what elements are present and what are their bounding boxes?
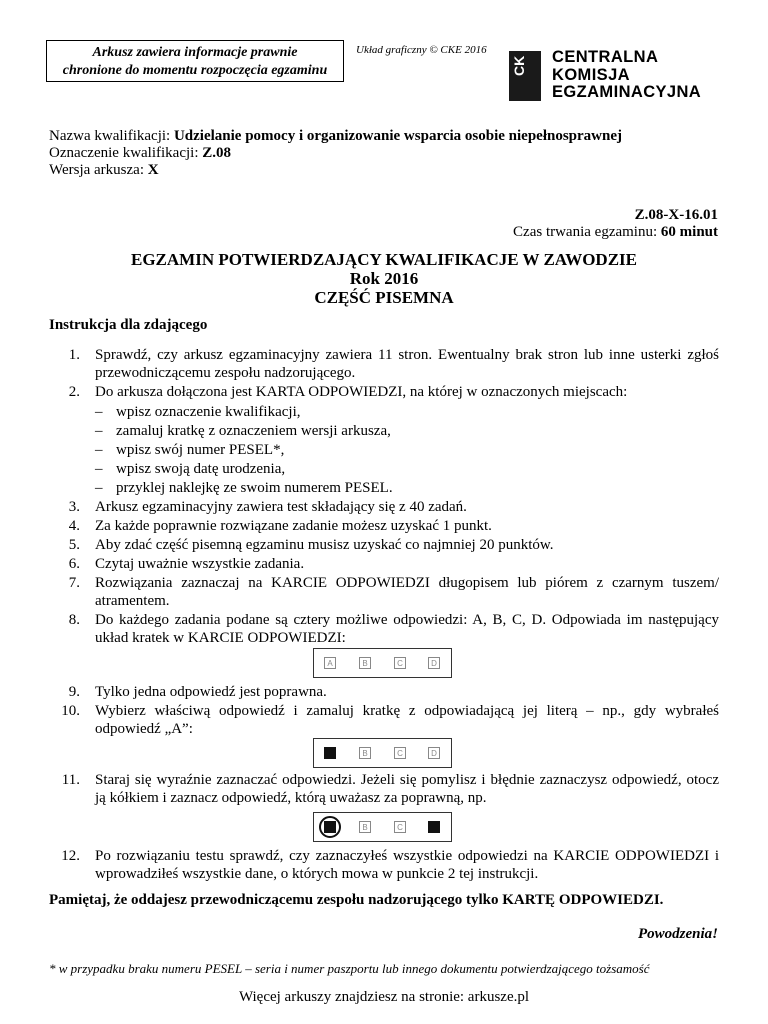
exam-code-block [513,207,718,241]
cke-logo-initials: CK [511,55,527,76]
exam-code: Z.08-X-16.01 [634,207,718,223]
sheet-version-label: Wersja arkusza: [49,162,148,178]
answer-cell-d: D [428,747,440,759]
dash-mark: – [95,480,103,496]
subitem-text: wpisz swoją datę urodzenia, [116,461,286,477]
qualification-meta [49,128,622,179]
logo-line-1: CENTRALNA [552,48,659,66]
item-number: 10. [61,703,80,719]
notice-line-1: Arkusz zawiera informacje prawnie [92,45,298,60]
notice-line-2: chronione do momentu rozpoczęcia egzaminu [62,63,328,78]
item-number: 6. [68,556,80,572]
exam-part: CZĘŚĆ PISEMNA [314,288,454,307]
item-text: Rozwiązania zaznaczaj na KARCIE ODPOWIEDZI długopisem lub piórem z czarnym tuszem/ atramentem. [95,575,719,609]
item-number: 3. [68,499,80,515]
answer-cell-a: A [324,657,336,669]
logo-line-3: EGZAMINACYJNA [552,83,702,101]
dash-mark: – [95,404,103,420]
answer-cell-a-filled [324,821,336,833]
item-number: 11. [61,772,80,788]
answer-cell-d-filled [428,821,440,833]
item-number: 5. [68,537,80,553]
good-luck: Powodzenia! [637,926,718,942]
exam-titles [0,250,768,307]
qualification-name-value: Udzielanie pomocy i organizowanie wsparcia osobie niepełnosprawnej [173,128,623,144]
subitem-text: wpisz swój numer PESEL*, [116,442,285,458]
qualification-code-row [49,145,622,162]
item-text: Aby zdać część pisemną egzaminu musisz uzyskać co najmniej 20 punktów. [95,537,554,553]
answer-cell-b: B [359,657,371,669]
logo-line-2: KOMISJA [552,65,630,84]
subitem-text: zamaluj kratkę z oznaczeniem wersji arkusza, [116,423,391,439]
dash-mark: – [95,442,103,458]
qualification-name-row [49,128,622,145]
qualification-code-value: Z.08 [202,145,232,161]
answer-cell-d: D [428,657,440,669]
duration-label: Czas trwania egzaminu: [513,224,661,240]
more-sheets-text: Więcej arkuszy znajdziesz na stronie: arkusze.pl [238,989,530,1005]
answer-cell-c: C [394,821,406,833]
exam-title: EGZAMIN POTWIERDZAJĄCY KWALIFIKACJE W ZAWODZIE [131,250,637,269]
answer-card-reminder: Pamiętaj, że oddajesz przewodniczącemu zespołu nadzorującego tylko KARTĘ ODPOWIEDZI. [49,892,664,908]
item-text: Arkusz egzaminacyjny zawiera test składający się z 40 zadań. [95,499,467,515]
confidential-notice [46,40,344,82]
cke-logo-text [552,49,701,102]
pesel-footnote: * w przypadku braku numeru PESEL – seria i numer paszportu lub innego dokumentu potwierdzającego tożsamość [49,961,650,976]
item-text: Do każdego zadania podane są cztery możliwe odpowiedzi: A, B, C, D. Odpowiada im następujący układ kratek w KARCIE ODPOWIEDZI: [95,612,719,646]
item-text: Za każde poprawnie rozwiązane zadanie możesz uzyskać 1 punkt. [95,518,492,534]
item-number: 1. [68,347,80,363]
dash-mark: – [95,423,103,439]
subitem-text: przyklej naklejkę ze swoim numerem PESEL. [116,480,393,496]
answer-cell-c: C [394,747,406,759]
item-text: Do arkusza dołączona jest KARTA ODPOWIEDZI, na której w oznaczonych miejscach: [95,384,628,400]
item-text: Po rozwiązaniu testu sprawdź, czy zaznaczyłeś wszystkie odpowiedzi na KARCIE ODPOWIEDZI i wprowadziłeś wszystkie dane, o których mowa w punkcie 2 tej instrukcji. [95,848,719,882]
copyright-text: Układ graficzny © CKE 2016 [356,44,487,56]
sheet-version-row [49,162,622,179]
dash-mark: – [95,461,103,477]
answer-cell-b: B [359,821,371,833]
item-text: Staraj się wyraźnie zaznaczać odpowiedzi. Jeżeli się pomylisz i błędnie zaznaczysz odpowiedź, otocz ją kółkiem i zaznacz odpowiedź, którą uważasz za poprawną, np. [95,772,719,806]
item-number: 9. [68,684,80,700]
qualification-name-label: Nazwa kwalifikacji: [49,128,174,144]
item-number: 12. [61,848,80,864]
item-number: 7. [68,575,80,591]
item-text: Sprawdź, czy arkusz egzaminacyjny zawiera 11 stron. Ewentualny brak stron lub inne usterki zgłoś przewodniczącemu zespołu nadzorującego. [95,347,719,381]
item-number: 8. [68,612,80,628]
answer-grid-empty [313,648,452,678]
item-text: Wybierz właściwą odpowiedź i zamaluj kratkę z odpowiadającą jej literą – np., gdy wybrałeś odpowiedź „A”: [95,703,719,737]
subitem-text: wpisz oznaczenie kwalifikacji, [116,404,301,420]
answer-cell-a-filled [324,747,336,759]
answer-grid-a-marked [313,738,452,768]
exam-year: Rok 2016 [349,269,419,288]
item-text: Tylko jedna odpowiedź jest poprawna. [95,684,327,700]
sheet-version-value: X [147,162,159,178]
answer-cell-b: B [359,747,371,759]
answer-cell-c: C [394,657,406,669]
instructions-heading: Instrukcja dla zdającego [49,317,208,333]
item-number: 4. [68,518,80,534]
answer-grid-corrected [313,812,452,842]
duration-value: 60 minut [660,224,718,240]
qualification-code-label: Oznaczenie kwalifikacji: [49,145,203,161]
item-number: 2. [68,384,80,400]
item-text: Czytaj uważnie wszystkie zadania. [95,556,305,572]
